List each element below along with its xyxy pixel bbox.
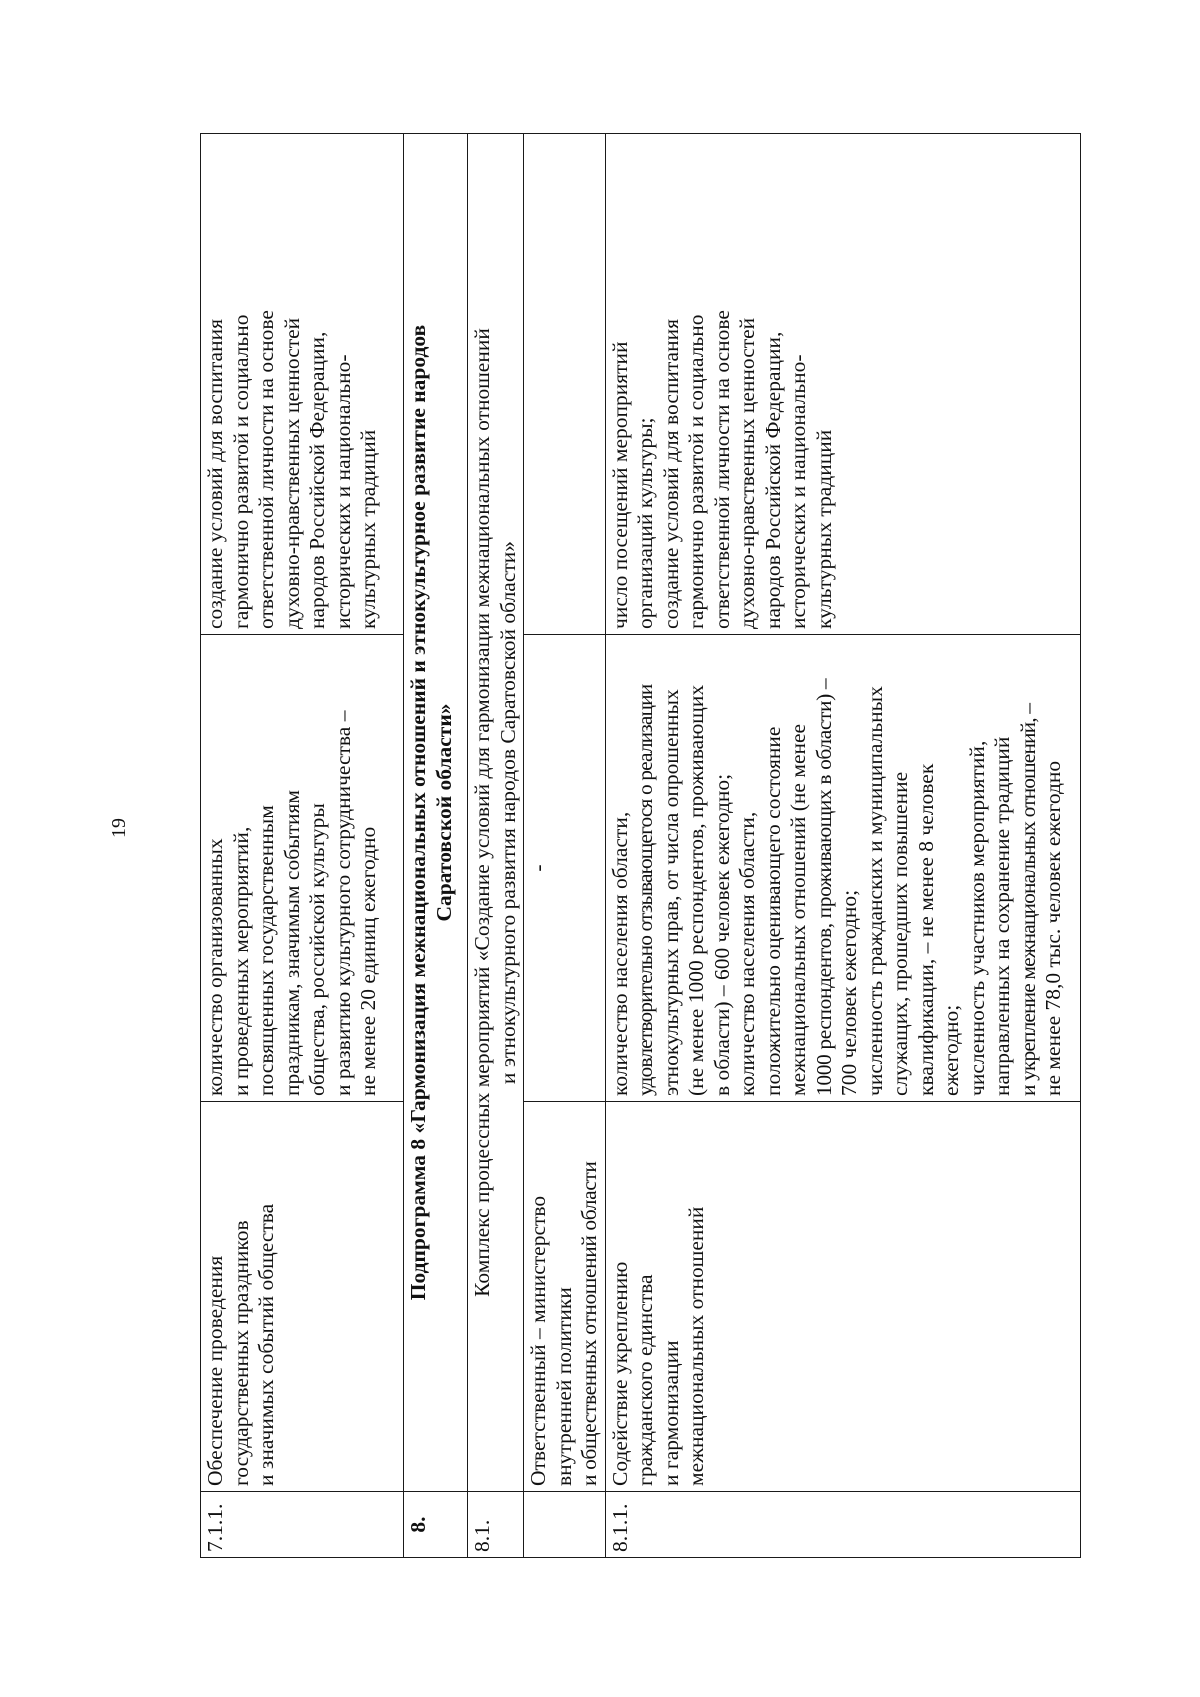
empty-cell: [524, 1492, 606, 1558]
table-row-8-1-1: [605, 134, 1080, 1558]
subprogram-heading: Подпрограмма 8 «Гармонизация межнациональных отношений и этнокультурное развитие народов Саратовской области»: [404, 134, 468, 1492]
indicator-cell: количество организованных и проведенных мероприятий, посвященных государственным праздникам, значимым событиям общества, российской культуры и развитию культурного сотрудничества – не менее 20 единиц ежегодно: [201, 635, 404, 1102]
rotated-table-container: [200, 134, 1077, 1558]
activity-cell: Содействие укреплению гражданского единства и гармонизации межнациональных отношений: [605, 1102, 1080, 1492]
program-table: [200, 133, 1081, 1558]
table-row-responsible: [524, 134, 606, 1558]
page-number: 19: [108, 818, 130, 838]
table-row-8-1: [468, 134, 524, 1558]
result-cell: число посещений мероприятий организаций культуры; создание условий для воспитания гармонично развитой и социально ответственной личности на основе духовно-нравственных ценностей народов Российской Федерации, исторических и национально- культурных традиций: [605, 134, 1080, 635]
row-number: 8.1.1.: [605, 1492, 1080, 1558]
complex-heading: Комплекс процессных мероприятий «Создание условий для гармонизации межнациональных отношений и этнокультурного развития народов Саратовской области»: [468, 134, 524, 1492]
empty-cell: [524, 134, 606, 635]
activity-cell: Обеспечение проведения государственных праздников и значимых событий общества: [201, 1102, 404, 1492]
row-number: 7.1.1.: [201, 1492, 404, 1558]
row-number: 8.1.: [468, 1492, 524, 1558]
responsible-cell: Ответственный – министерство внутренней политики и общественных отношений области: [524, 1102, 606, 1492]
indicator-cell: количество населения области, удовлетворительно отзывающегося о реализации этнокультурных прав, от числа опрошенных (не менее 1000 респондентов, проживающих в области) – 600 человек ежегодно; количество населения области, положительно оценивающего состояние межнациональных отношений (не менее 1000 респондентов, проживающих в области) – 700 человек ежегодно; численность гражданских и муниципальных служащих, прошедших повышение квалификации, – не менее 8 человек ежегодно; численность участников мероприятий, направленных на сохранение традиций и укрепление межнациональных отношений, – не менее 78,0 тыс. человек ежегодно: [605, 635, 1080, 1102]
dash-cell: -: [524, 635, 606, 1102]
row-number: 8.: [404, 1492, 468, 1558]
result-cell: создание условий для воспитания гармонично развитой и социально ответственной личности на основе духовно-нравственных ценностей народов Российской Федерации, исторических и национально- культурных традиций: [201, 134, 404, 635]
table-row-8: [404, 134, 468, 1558]
table-row-7-1-1: [201, 134, 404, 1558]
